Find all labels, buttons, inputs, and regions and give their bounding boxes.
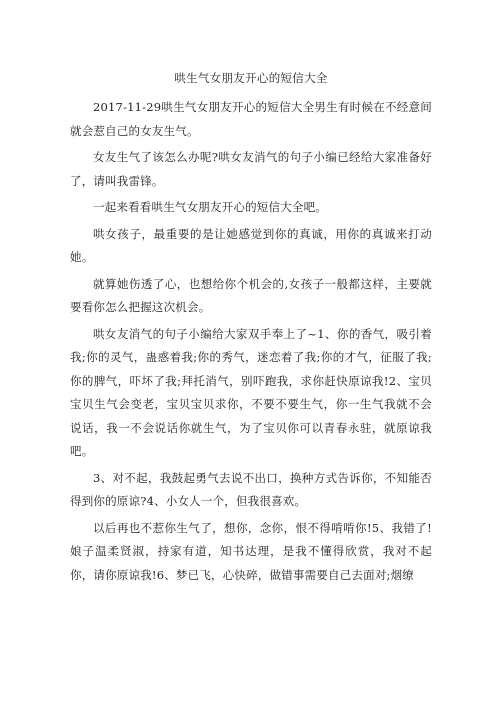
paragraph-7: 3、对不起，我鼓起勇气去说不出口，换种方式告诉你，不知能否得到你的原谅?4、小女人一个，但我很喜欢。 — [70, 470, 432, 508]
paragraph-1: 2017-11-29哄生气女朋友开心的短信大全男生有时候在不经意间就会惹自己的女友生气。 — [70, 100, 432, 138]
paragraph-3: 一起来看看哄生气女朋友开心的短信大全吧。 — [93, 200, 327, 214]
paragraph-6: 哄女友消气的句子小编给大家双手奉上了~1、你的香气，吸引着我;你的灵气，蛊惑着我;你的秀气，迷恋着了我;你的才气，征服了我;你的脾气，吓坏了我;拜托消气，别吓跑我，求你赶快原谅我!2、宝贝宝贝生气会变老，宝贝宝贝求你，不要不要生气，你一生气我就不会说话，我一不会说话你就生气，为了宝贝你可以青春永驻，就原谅我吧。 — [70, 326, 432, 458]
paragraph-5: 就算她伤透了心，也想给你个机会的,女孩子一般都这样，主要就要看你怎么把握这次机会。 — [70, 276, 432, 314]
paragraph-8: 以后再也不惹你生气了，想你，念你，恨不得啃啃你!5、我错了!娘子温柔贤淑，持家有道，知书达理，是我不懂得欣赏，我对不起你，请你原谅我!6、梦已飞，心快碎，做错事需要自己去面对;烟缭 — [70, 520, 432, 582]
document-page — [70, 70, 432, 590]
paragraph-2: 女友生气了该怎么办呢?哄女友消气的句子小编已经给大家准备好了，请叫我雷锋。 — [70, 150, 432, 188]
paragraph-4: 哄女孩子，最重要的是让她感觉到你的真诚，用你的真诚来打动她。 — [70, 226, 432, 264]
document-title: 哄生气女朋友开心的短信大全 — [174, 71, 328, 85]
